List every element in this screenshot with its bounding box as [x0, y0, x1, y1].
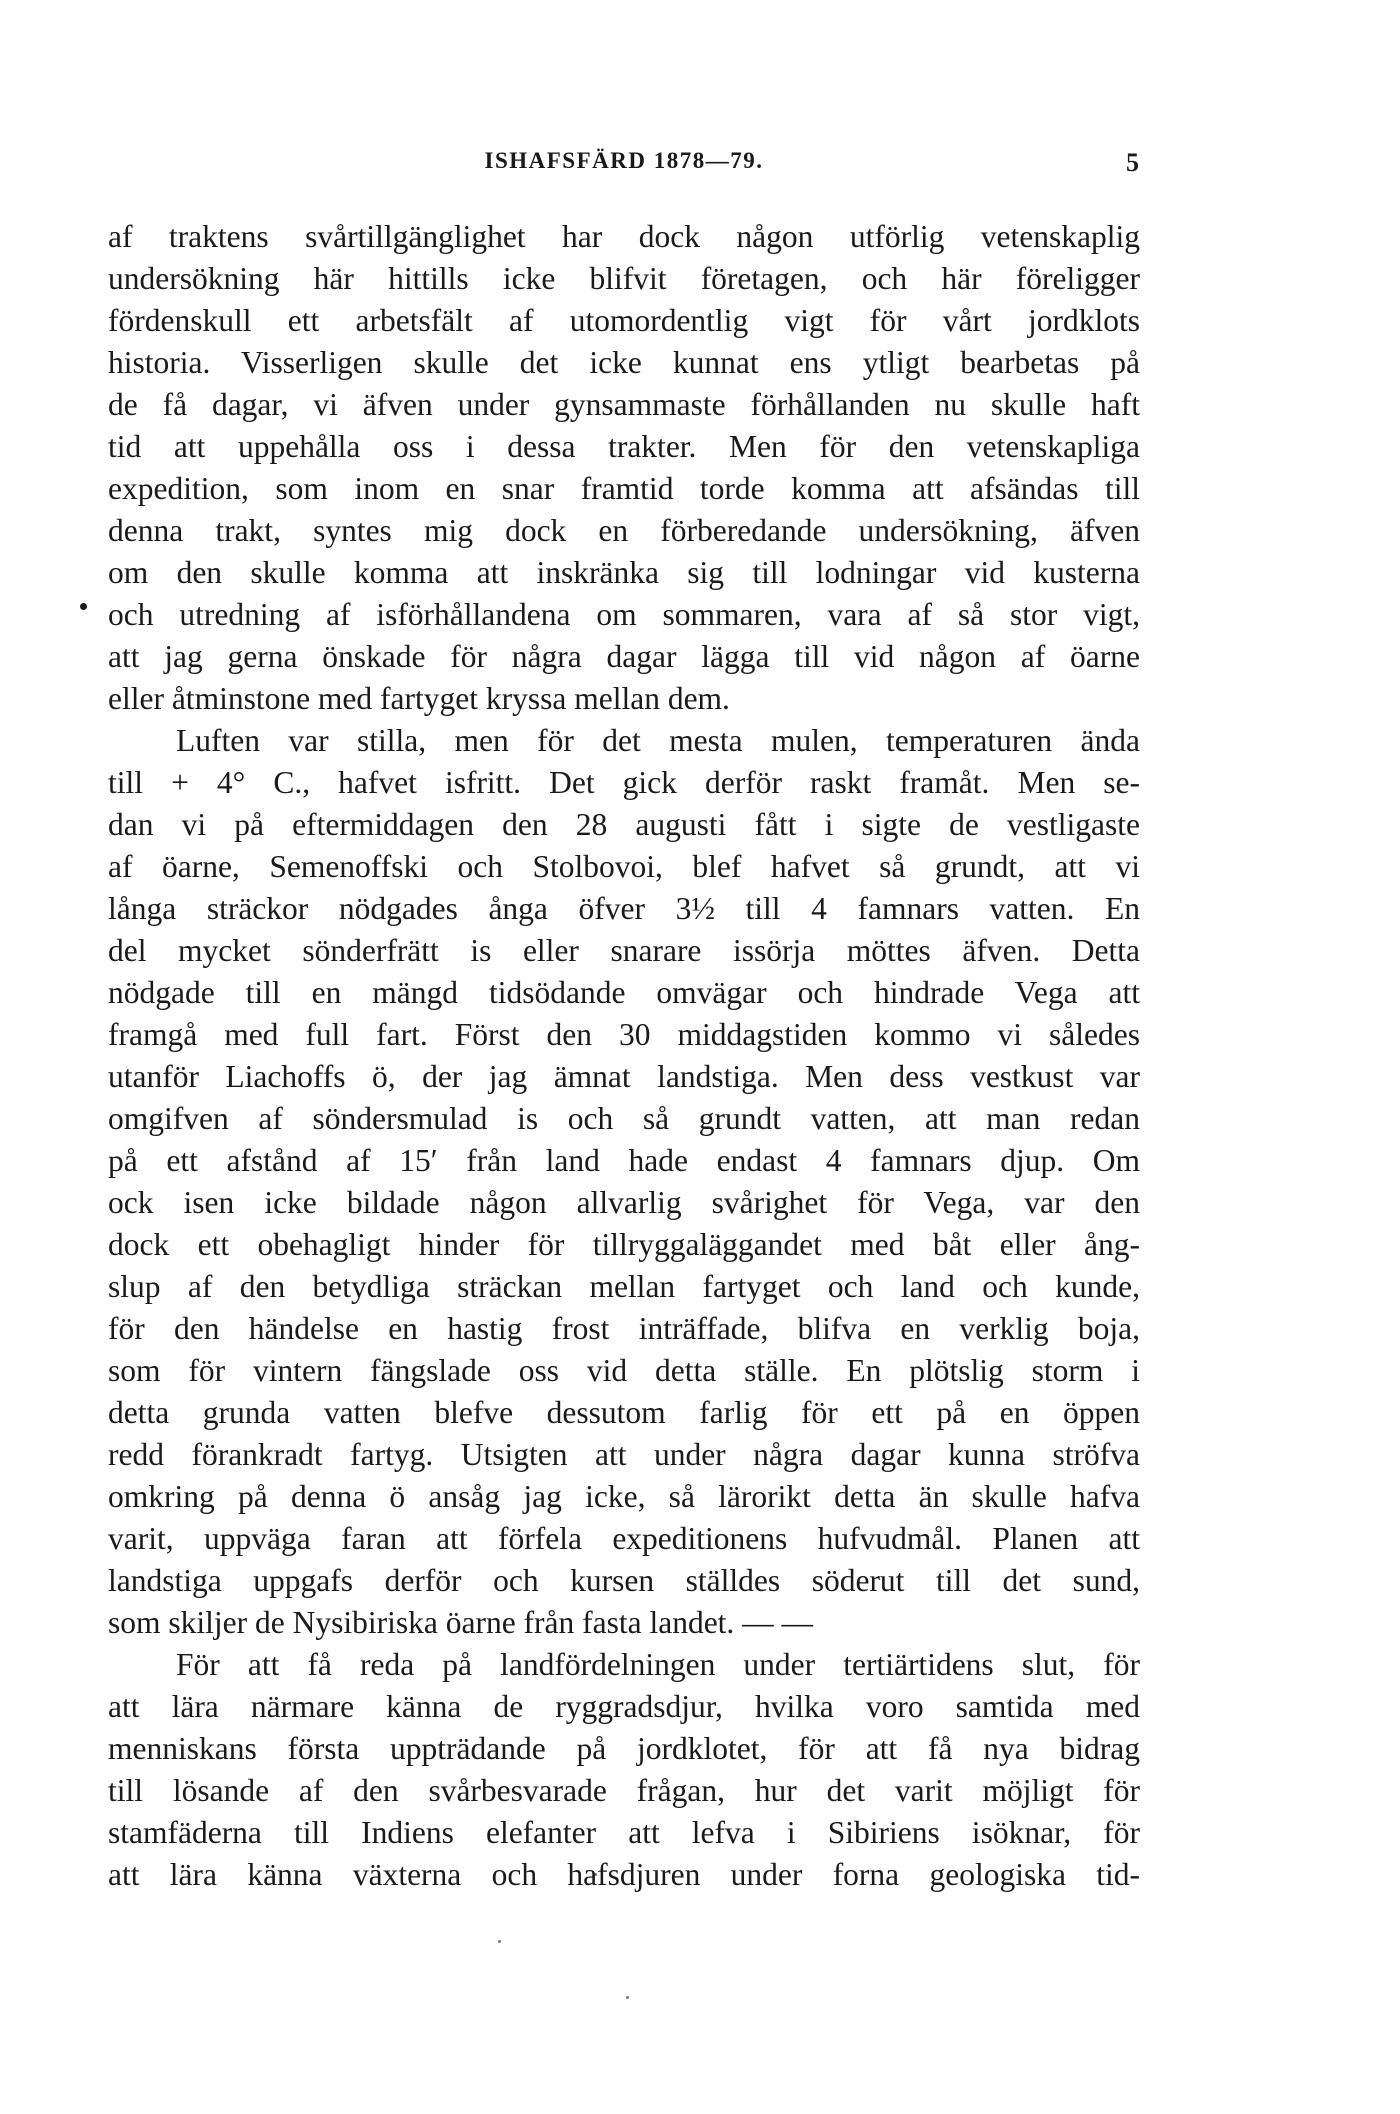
text-line: på ett afstånd af 15′ från land hade endast 4 famnars djup. Om — [108, 1143, 1140, 1178]
page-number: 5 — [1126, 148, 1140, 177]
text-line: utanför Liachoffs ö, der jag ämnat landstiga. Men dess vestkust var — [108, 1059, 1140, 1094]
text-line: till lösande af den svårbesvarade frågan, hur det varit möjligt för — [108, 1773, 1140, 1808]
text-line: af traktens svårtillgänglighet har dock någon utförlig vetenskaplig — [108, 219, 1140, 254]
speck — [626, 1996, 629, 1999]
text-line: att lära känna växterna och hafsdjuren under forna geologiska tid- — [108, 1857, 1140, 1892]
margin-dot — [80, 603, 87, 610]
text-line: slup af den betydliga sträckan mellan fartyget och land och kunde, — [108, 1269, 1140, 1304]
text-line: varit, uppväga faran att förfela expeditionens hufvudmål. Planen att — [108, 1521, 1140, 1556]
text-line: framgå med full fart. Först den 30 middagstiden kommo vi således — [108, 1017, 1140, 1052]
text-line: stamfäderna till Indiens elefanter att lefva i Sibiriens isöknar, för — [108, 1815, 1140, 1850]
text-line: dan vi på eftermiddagen den 28 augusti fått i sigte de vestligaste — [108, 807, 1140, 842]
text-line: ock isen icke bildade någon allvarlig svårighet för Vega, var den — [108, 1185, 1140, 1220]
text-line: menniskans första uppträdande på jordklotet, för att få nya bidrag — [108, 1731, 1140, 1766]
text-line: detta grunda vatten blefve dessutom farlig för ett på en öppen — [108, 1395, 1140, 1430]
text-line: del mycket sönderfrätt is eller snarare issörja möttes äfven. Detta — [108, 933, 1140, 968]
text-line: dock ett obehagligt hinder för tillryggaläggandet med båt eller ång- — [108, 1227, 1140, 1262]
text-line: omkring på denna ö ansåg jag icke, så lärorikt detta än skulle hafva — [108, 1479, 1140, 1514]
text-line: af öarne, Semenoffski och Stolbovoi, blef hafvet så grundt, att vi — [108, 849, 1140, 884]
text-line: att jag gerna önskade för några dagar lägga till vid någon af öarne — [108, 639, 1140, 674]
text-line: och utredning af isförhållandena om sommaren, vara af så stor vigt, — [108, 597, 1140, 632]
text-line: Luften var stilla, men för det mesta mulen, temperaturen ända — [176, 723, 1140, 758]
text-line: tid att uppehålla oss i dessa trakter. Men för den vetenskapliga — [108, 429, 1140, 464]
text-line: eller åtminstone med fartyget kryssa mellan dem. — [108, 681, 730, 716]
text-line: långa sträckor nödgades ånga öfver 3½ till 4 famnars vatten. En — [108, 891, 1140, 926]
text-line: som för vintern fängslade oss vid detta ställe. En plötslig storm i — [108, 1353, 1140, 1388]
text-line: omgifven af söndersmulad is och så grundt vatten, att man redan — [108, 1101, 1140, 1136]
running-title: ISHAFSFÄRD 1878—79. — [484, 148, 764, 173]
text-line: undersökning här hittills icke blifvit företagen, och här föreligger — [108, 261, 1140, 296]
text-line: om den skulle komma att inskränka sig till lodningar vid kusterna — [108, 555, 1140, 590]
body-text — [108, 216, 1140, 1896]
text-line: nödgade till en mängd tidsödande omvägar och hindrade Vega att — [108, 975, 1140, 1010]
running-head — [108, 148, 1140, 188]
text-line: för den händelse en hastig frost inträffade, blifva en verklig boja, — [108, 1311, 1140, 1346]
text-line: För att få reda på landfördelningen under tertiärtidens slut, för — [176, 1647, 1140, 1682]
speck — [498, 1940, 501, 1943]
text-line: fördenskull ett arbetsfält af utomordentlig vigt för vårt jordklots — [108, 303, 1140, 338]
text-line: att lära närmare känna de ryggradsdjur, hvilka voro samtida med — [108, 1689, 1140, 1724]
text-line: till + 4° C., hafvet isfritt. Det gick derför raskt framåt. Men se- — [108, 765, 1140, 800]
text-line: landstiga uppgafs derför och kursen ställdes söderut till det sund, — [108, 1563, 1140, 1598]
text-line: historia. Visserligen skulle det icke kunnat ens ytligt bearbetas på — [108, 345, 1140, 380]
text-line: redd förankradt fartyg. Utsigten att under några dagar kunna ströfva — [108, 1437, 1140, 1472]
text-line: denna trakt, syntes mig dock en förberedande undersökning, äfven — [108, 513, 1140, 548]
text-line: de få dagar, vi äfven under gynsammaste förhållanden nu skulle haft — [108, 387, 1140, 422]
text-line: som skiljer de Nysibiriska öarne från fasta landet. — — — [108, 1605, 814, 1640]
text-line: expedition, som inom en snar framtid torde komma att afsändas till — [108, 471, 1140, 506]
